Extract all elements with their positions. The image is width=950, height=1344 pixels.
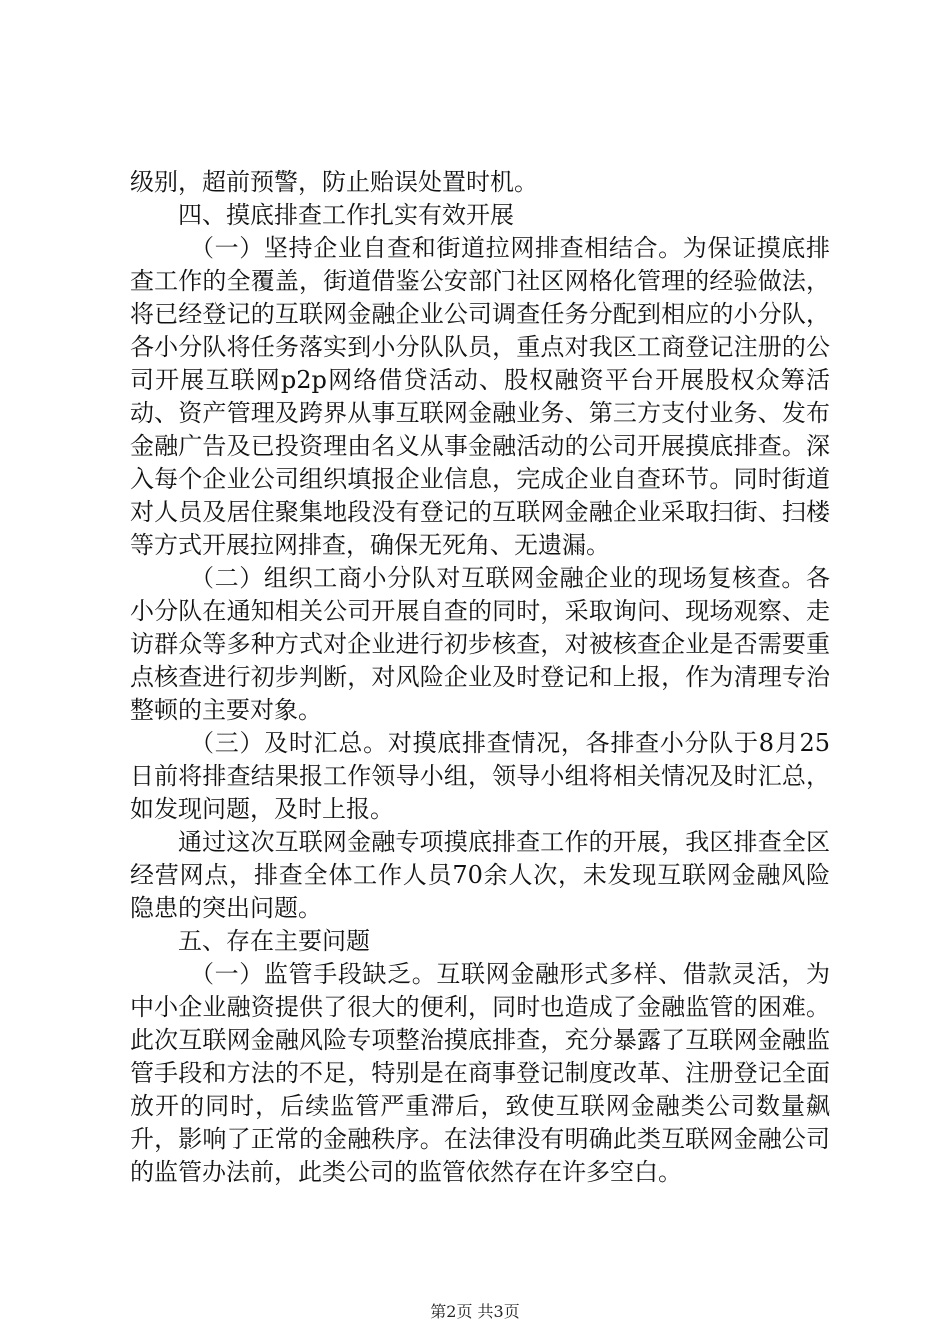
section-heading-four: 四、摸底排查工作扎实有效开展 bbox=[178, 201, 514, 229]
paragraph-problem-1: （一）监管手段缺乏。互联网金融形式多样、借款灵活，为中小企业融资提供了很大的便利，同时也造成了金融监管的困难。此次互联网金融风险专项整治摸底排查，充分暴露了互联网金融监管手段和方法的不足，特别是在商事登记制度改革、注册登记全面放开的同时，后续监管严重滞后，致使互联网金融类公司数量飙升，影响了正常的金融秩序。在法律没有明确此类互联网金融公司的监管办法前，此类公司的监管依然存在许多空白。 bbox=[130, 960, 830, 1186]
page-number-footer: 第2页 共3页 bbox=[430, 1302, 520, 1321]
paragraph-item-3: （三）及时汇总。对摸底排查情况，各排查小分队于8月25日前将排查结果报工作领导小组，领导小组将相关情况及时汇总，如发现问题，及时上报。 bbox=[130, 729, 830, 823]
paragraph-item-2: （二）组织工商小分队对互联网金融企业的现场复核查。各小分队在通知相关公司开展自查的同时，采取询问、现场观察、走访群众等多种方式对企业进行初步核查，对被核查企业是否需要重点核查进行初步判断，对风险企业及时登记和上报，作为清理专治整顿的主要对象。 bbox=[130, 564, 830, 724]
document-body bbox=[130, 166, 830, 1189]
paragraph-summary: 通过这次互联网金融专项摸底排查工作的开展，我区排查全区经营网点，排查全体工作人员70余人次，未发现互联网金融风险隐患的突出问题。 bbox=[130, 828, 830, 922]
paragraph-item-1: （一）坚持企业自查和街道拉网排查相结合。为保证摸底排查工作的全覆盖，街道借鉴公安部门社区网格化管理的经验做法，将已经登记的互联网金融企业公司调查任务分配到相应的小分队，各小分队将任务落实到小分队队员，重点对我区工商登记注册的公司开展互联网p2p网络借贷活动、股权融资平台开展股权众筹活动、资产管理及跨界从事互联网金融业务、第三方支付业务、发布金融广告及已投资理由名义从事金融活动的公司开展摸底排查。深入每个企业公司组织填报企业信息，完成企业自查环节。同时街道对人员及居住聚集地段没有登记的互联网金融企业采取扫街、扫楼等方式开展拉网排查，确保无死角、无遗漏。 bbox=[130, 234, 830, 559]
paragraph-continuation: 级别，超前预警，防止贻误处置时机。 bbox=[130, 168, 538, 196]
section-heading-five: 五、存在主要问题 bbox=[178, 927, 370, 955]
